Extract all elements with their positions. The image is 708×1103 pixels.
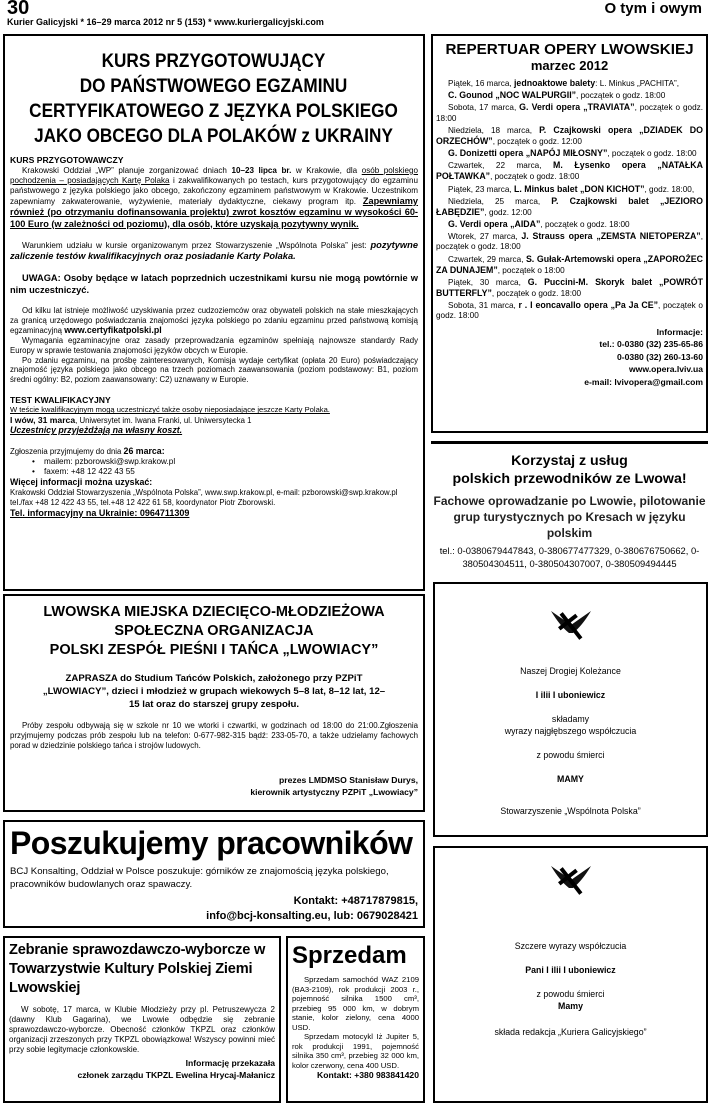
- cross-ribbon-icon: [548, 861, 594, 899]
- entry-title: G. Puccini-M. Skoryk balet „POWRÓT BUTTERFLY”: [436, 276, 704, 299]
- test-info: W teście kwalifikacyjnym mogą uczestniczyć także osoby nieposiadające jeszcze Karty Polaka.: [10, 405, 330, 415]
- course-title-line: CERTYFIKATOWEGO Z JĘZYKA POLSKIEGO: [29, 100, 399, 122]
- course-paragraph: [10, 306, 418, 336]
- info-phone: tel.: 0-0380 (32) 235-65-86: [599, 339, 703, 350]
- entry-date: Sobota, 17 marca,: [448, 103, 520, 113]
- opera-entry: [436, 219, 703, 230]
- opera-entry: [436, 196, 703, 218]
- dance-title: [10, 603, 418, 660]
- guides-body: Fachowe oprowadzanie po Lwowie, pilotowanie grup turystycznych po Kresach w języku polskim: [433, 494, 706, 540]
- opera-entry: [436, 125, 703, 147]
- text: I wów, 31 marca: [10, 414, 76, 425]
- entry-time: , początek o godz. 18:00: [436, 301, 703, 321]
- entry-time: , początek o 18:00: [497, 265, 565, 275]
- opera-entry: [436, 300, 703, 321]
- entry-time: , początek o godz. 18:00: [576, 91, 666, 101]
- text: Od kilku lat istnieje możliwość uzyskiwania przez cudzoziemców oraz obywateli polskich na stałe mieszkających za granicą urzędowego poświadczania znajomości języka polskiego po zdaniu egzaminu przed państwową komisją egzaminacyjną: [10, 306, 418, 336]
- condolence-line: Naszej Drogiej Koleżance: [520, 665, 621, 676]
- entry-title: jednoaktowe balety: [513, 78, 596, 88]
- jobs-body: BCJ Konsalting, Oddział w Polsce poszukuje: górników ze znajomością języka polskiego, pracowników budowlanych oraz spawaczy.: [10, 866, 389, 890]
- guides-phones: tel.: 0-0380679447843, 0-380677477329, 0-380676750662, 0-380504304511, 0-380504307007, 0-380509494445: [439, 545, 700, 569]
- masthead: Kurier Galicyjski * 16–29 marca 2012 nr 5 (153) * www.kuriergalicyjski.com: [7, 17, 324, 27]
- bullet-item: • faxem: +48 12 422 43 55: [10, 467, 418, 477]
- condolence-line: z powodu śmierci: [536, 749, 605, 760]
- entry-time: , godz. 18:00,: [644, 184, 695, 194]
- text: 26 marca:: [123, 446, 165, 457]
- more-info: Więcej informacji można uzyskać:: [10, 477, 153, 488]
- section-title: O tym i owym: [604, 0, 702, 17]
- entry-date: Piątek, 23 marca,: [448, 184, 514, 194]
- dance-ensemble: [3, 594, 425, 812]
- info-website[interactable]: www.opera.lviv.ua: [628, 364, 703, 375]
- test-heading: TEST KWALIFIKACYJNY: [10, 394, 111, 405]
- sale-contact: Kontakt: +380 983841420: [317, 1070, 419, 1081]
- opera-entry: [436, 102, 703, 123]
- condolence-line: składamy: [551, 713, 590, 724]
- guides-title: Korzystaj z usług: [511, 453, 628, 469]
- entry-time: , początek o godz. 18:00: [436, 103, 703, 123]
- signature-line: kierownik artystyczny PZPiT „Lwowiacy”: [250, 787, 418, 798]
- entry-date: Niedziela, 25 marca,: [448, 196, 552, 206]
- entry-title: M. Łysenko opera „NATAŁKA POŁTAWKA”: [436, 160, 703, 182]
- opera-entry: [436, 254, 703, 276]
- opera-info: [436, 326, 703, 389]
- meeting-body: W sobotę, 17 marca, w Klubie Młodzieży przy pl. Petruszewycza 2 (dawny Klub Gagarina), we Lwowie odbędzie się zebranie sprawozdawczo-wyborcze. Obecność członków TKPZL oraz członków organizacji zrzeszonych przy TKPZL obowiązkowa! Wszyscy powinni mieć przy sobie legitymacje członkowskie.: [9, 1005, 275, 1054]
- course-title-line: KURS PRZYGOTOWUJĄCY: [102, 50, 326, 72]
- opera-entry: [436, 90, 703, 101]
- course-title: [10, 49, 418, 149]
- condolence-2: [433, 846, 708, 1103]
- signature-line: członek zarządu TKPZL Ewelina Hrycaj-Małanicz: [77, 1069, 275, 1080]
- guides-title: polskich przewodników ze Lwowa!: [452, 471, 687, 487]
- entry-date: Czwartek, 29 marca,: [448, 254, 526, 264]
- dance-signature: [10, 774, 418, 798]
- entry-time: , początek o godz. 18:00: [607, 149, 697, 159]
- test-info: Uczestnicy przyjeżdżają na własny koszt.: [10, 425, 183, 436]
- cross-ribbon-icon: [548, 606, 594, 644]
- meeting-notice: [3, 936, 281, 1103]
- opera-entry: [436, 277, 703, 299]
- entry-time: , początek o godz. 12:00: [492, 136, 582, 146]
- condolence-name: Pani I ilii I uboniewicz: [525, 964, 616, 975]
- jobs-title: Poszukujemy pracowników: [10, 825, 413, 861]
- opera-title: REPERTUAR OPERY LWOWSKIEJ: [445, 41, 694, 58]
- opera-repertoire: [431, 34, 708, 433]
- signature-line: prezes LMDMSO Stanisław Durys,: [279, 775, 418, 786]
- info-label: Informacje:: [656, 326, 703, 337]
- opera-subtitle: marzec 2012: [530, 58, 609, 73]
- entry-title: S. Gułak-Artemowski opera „ZAPOROŻEC ZA DUNAJEM”: [436, 253, 703, 275]
- dance-title-line: LWOWSKA MIEJSKA DZIECIĘCO-MŁODZIEŻOWA: [43, 604, 385, 620]
- sale-item: Sprzedam motocykl Iż Jupiter 5, rok produkcji 1991, pojemność silnika 350 cm³, przebieg 32 000 km, kolor czerwony, cena 400 USD.: [292, 1032, 419, 1070]
- bullet-item: • mailem: pzborowski@swp.krakow.pl: [10, 457, 418, 467]
- refund-note: Zapewniamy również (po otrzymaniu dofinansowania projektu) zwrot kosztów egzaminu w wysokości 60-100 Euro (w zależności od poziomu), dla osób, które uzyskają pozytywny wynik.: [10, 195, 418, 229]
- opera-entry: [436, 148, 703, 159]
- condolence-name: I ilii I uboniewicz: [535, 689, 606, 700]
- certyfikat-link[interactable]: www.certyfikatpolski.pl: [64, 325, 162, 336]
- text: i zakwalifikowanych po testach, kurs przygotowujący do egzaminu państwowego z języka polskiego jako obcego, zakończony egzaminem państwowym w Krakowie. Uczestnikom zapewniamy zakwaterowanie, wyżywienie, materiały dydaktyczne, ciekawy program itp.: [10, 175, 418, 206]
- course-announcement: [3, 34, 425, 591]
- course-title-line: JAKO OBCEGO DLA POLAKÓW z UKRAINY: [34, 125, 394, 147]
- sale-item: Sprzedam samochód WAZ 2109 (BA3-2109), rok produkcji 2003 r., pojemność silnika 1500 cm³, przebieg 95 000 km, w dobrym stanie, kolor zielony, cena 4000 USD.: [292, 975, 419, 1032]
- opera-entry: [436, 231, 703, 252]
- condolence-text: [435, 940, 706, 1038]
- course-warning: UWAGA: Osoby będące w latach poprzednich uczestnikami kursu nie mogą powtórnie w nim uczestniczyć.: [10, 273, 418, 295]
- opera-entry: [436, 184, 703, 195]
- course-paragraph: [10, 240, 418, 263]
- condolence-line: wyrazy najgłębszego współczucia: [504, 725, 637, 736]
- dance-title-line: SPOŁECZNA ORGANIZACJA: [114, 623, 314, 639]
- applications: [10, 446, 418, 457]
- entry-date: Piątek, 30 marca,: [448, 277, 528, 287]
- entry-time: , początek o godz. 18:00: [491, 289, 582, 299]
- entry-time: , początek o godz. 18:00: [436, 232, 703, 252]
- entry-title: P. Czajkowski opera „DZIADEK DO ORZECHÓW”: [436, 124, 703, 146]
- condolence-1: [433, 582, 708, 837]
- entry-date: Czwartek, 22 marca,: [448, 161, 553, 171]
- jobs-phone: Kontakt: +48717879815,: [293, 895, 418, 907]
- course-dates: 10–23 lipca br.: [231, 165, 292, 175]
- condolence-text: [435, 665, 706, 817]
- text: Krakowski Oddział „WP” planuje zorganizować dniach: [22, 165, 232, 175]
- entry-title: G. Verdi opera „AIDA”: [448, 219, 541, 230]
- course-paragraph: Po zdaniu egzaminu, na prośbę zainteresowanych, Komisja wydaje certyfikat (opłata 20 Euro) poświadczający znajomość języka polskiego jako obcego na trzech poziomach zaawansowania (poziom podstawowy: B1, poziom średni ogólny: B2, poziom zaawansowany: C2) uznawany w Europie.: [10, 355, 418, 384]
- dance-body: Próby zespołu odbywają się w szkole nr 10 we wtorki i czwartki, w godzinach od 18:00 do 21:00.Zgłoszenia przyjmujemy podczas prób zespołu lub na telefon: 0-677-982-315 bądź: 233-05-70, a także udzielamy fachowych porad w dziedzinie polskiego tańca i strojów ludowych.: [10, 721, 418, 750]
- entry-date: Piątek, 16 marca,: [448, 79, 514, 88]
- info-email[interactable]: e-mail: lvivopera@gmail.com: [584, 376, 703, 387]
- test-info: [10, 415, 418, 426]
- condolence-signature: Stowarzyszenie „Wspólnota Polska”: [500, 805, 641, 816]
- meeting-title: Zebranie sprawozdawczo-wyborcze w Towarzystwie Kultury Polskiej Ziemi Lwowskiej: [9, 942, 266, 996]
- jobs-email[interactable]: info@bcj-konsalting.eu, lub: 0679028421: [206, 910, 418, 922]
- jobs-ad: [3, 820, 425, 928]
- entry-date: Sobota, 31 marca,: [448, 301, 519, 311]
- course-title-line: DO PAŃSTWOWEGO EGZAMINU: [80, 75, 348, 97]
- entry-time: , początek o godz. 18:00: [540, 220, 630, 230]
- text: w Krakowie, dla: [291, 165, 362, 175]
- entry-title: C. Gounod „NOC WALPURGII”: [448, 90, 577, 101]
- page-number: 30: [7, 0, 30, 19]
- guides-ad: [431, 441, 708, 575]
- contact-line: tel./fax +48 12 422 43 55, tel.+48 12 422 61 58, koordynator Piotr Zborowski.: [10, 497, 276, 507]
- condolence-line: Mamy: [558, 1000, 583, 1011]
- meeting-signature: [9, 1057, 275, 1081]
- entry-time: , początek o godz. 18:00: [490, 172, 580, 182]
- text: Warunkiem udziału w kursie organizowanym przez Stowarzyszenie „Wspólnota Polska” jest:: [22, 240, 371, 250]
- contact-line: Krakowski Oddział Stowarzyszenia „Wspólnota Polska”, www.swp.krakow.pl, e-mail: pzborowski@swp.krakow.pl: [10, 488, 398, 498]
- signature-line: Informację przekazała: [185, 1057, 275, 1068]
- ukraine-phone: Tel. informacyjny na Ukrainie: 0964711309: [10, 507, 190, 518]
- dance-invite: ZAPRASZA do Studium Tańców Polskich, założonego przy PZPiT „LWOWIACY”, dzieci i młodzież w grupach wiekowych 5–8 lat, 8–12 lat, 12–15 lat oraz do starszej grupy zespołu.: [42, 673, 386, 710]
- text: Zgłoszenia przyjmujemy do dnia: [10, 447, 124, 457]
- entry-date: Niedziela, 18 marca,: [448, 125, 540, 135]
- info-phone: 0-0380 (32) 260-13-60: [617, 351, 703, 362]
- text: osób polskiego pochodzenia – posiadających Kartę Polaka: [10, 165, 419, 185]
- entry-title: G. Verdi opera „TRAVIATA”: [519, 102, 635, 113]
- condolence-line: MAMY: [557, 773, 584, 784]
- entry-time: : L. Minkus „PACHITA”,: [595, 79, 679, 88]
- text: pozytywne zaliczenie testów kwalifikacyjnych oraz posiadanie Karty Polaka.: [10, 239, 418, 262]
- sale-title: Sprzedam: [292, 942, 407, 969]
- course-subhead: KURS PRZYGOTOWAWCZY: [10, 155, 124, 165]
- entry-date: Wtorek, 27 marca,: [448, 232, 522, 242]
- entry-title: P. Czajkowski balet „JEZIORO ŁABĘDZIE”: [436, 195, 704, 217]
- entry-title: L. Minkus balet „DON KICHOT”: [513, 183, 645, 194]
- jobs-contact: [10, 894, 418, 924]
- opera-list: [436, 78, 703, 322]
- course-paragraph: Wymagania egzaminacyjne oraz zasady przeprowadzania egzaminów spełniają najnowsze standardy Rady Europy w sprawie testowania znajomości języków obcych w Europie.: [10, 336, 418, 355]
- text: , Uniwersytet im. Iwana Franki, ul. Uniwersytecka 1: [75, 415, 252, 425]
- entry-title: J. Strauss opera „ZEMSTA NIETOPERZA”: [521, 231, 701, 242]
- entry-time: , godz. 12:00: [484, 207, 532, 217]
- course-paragraph: [10, 166, 418, 230]
- condolence-line: z powodu śmierci: [536, 988, 605, 999]
- condolence-line: Szczere wyrazy współczucia: [514, 940, 627, 951]
- dance-title-line: POLSKI ZESPÓŁ PIEŚNI I TAŃCA „LWOWIACY”: [49, 642, 379, 658]
- opera-entry: [436, 160, 703, 182]
- opera-entry: [436, 78, 703, 89]
- entry-title: G. Donizetti opera „NAPÓJ MIŁOSNY”: [448, 148, 608, 159]
- entry-title: r . I eoncavallo opera „Pa Ja CE”: [518, 300, 658, 311]
- sale-ad: [286, 936, 425, 1103]
- condolence-signature: składa redakcja „Kuriera Galicyjskiego”: [494, 1026, 647, 1037]
